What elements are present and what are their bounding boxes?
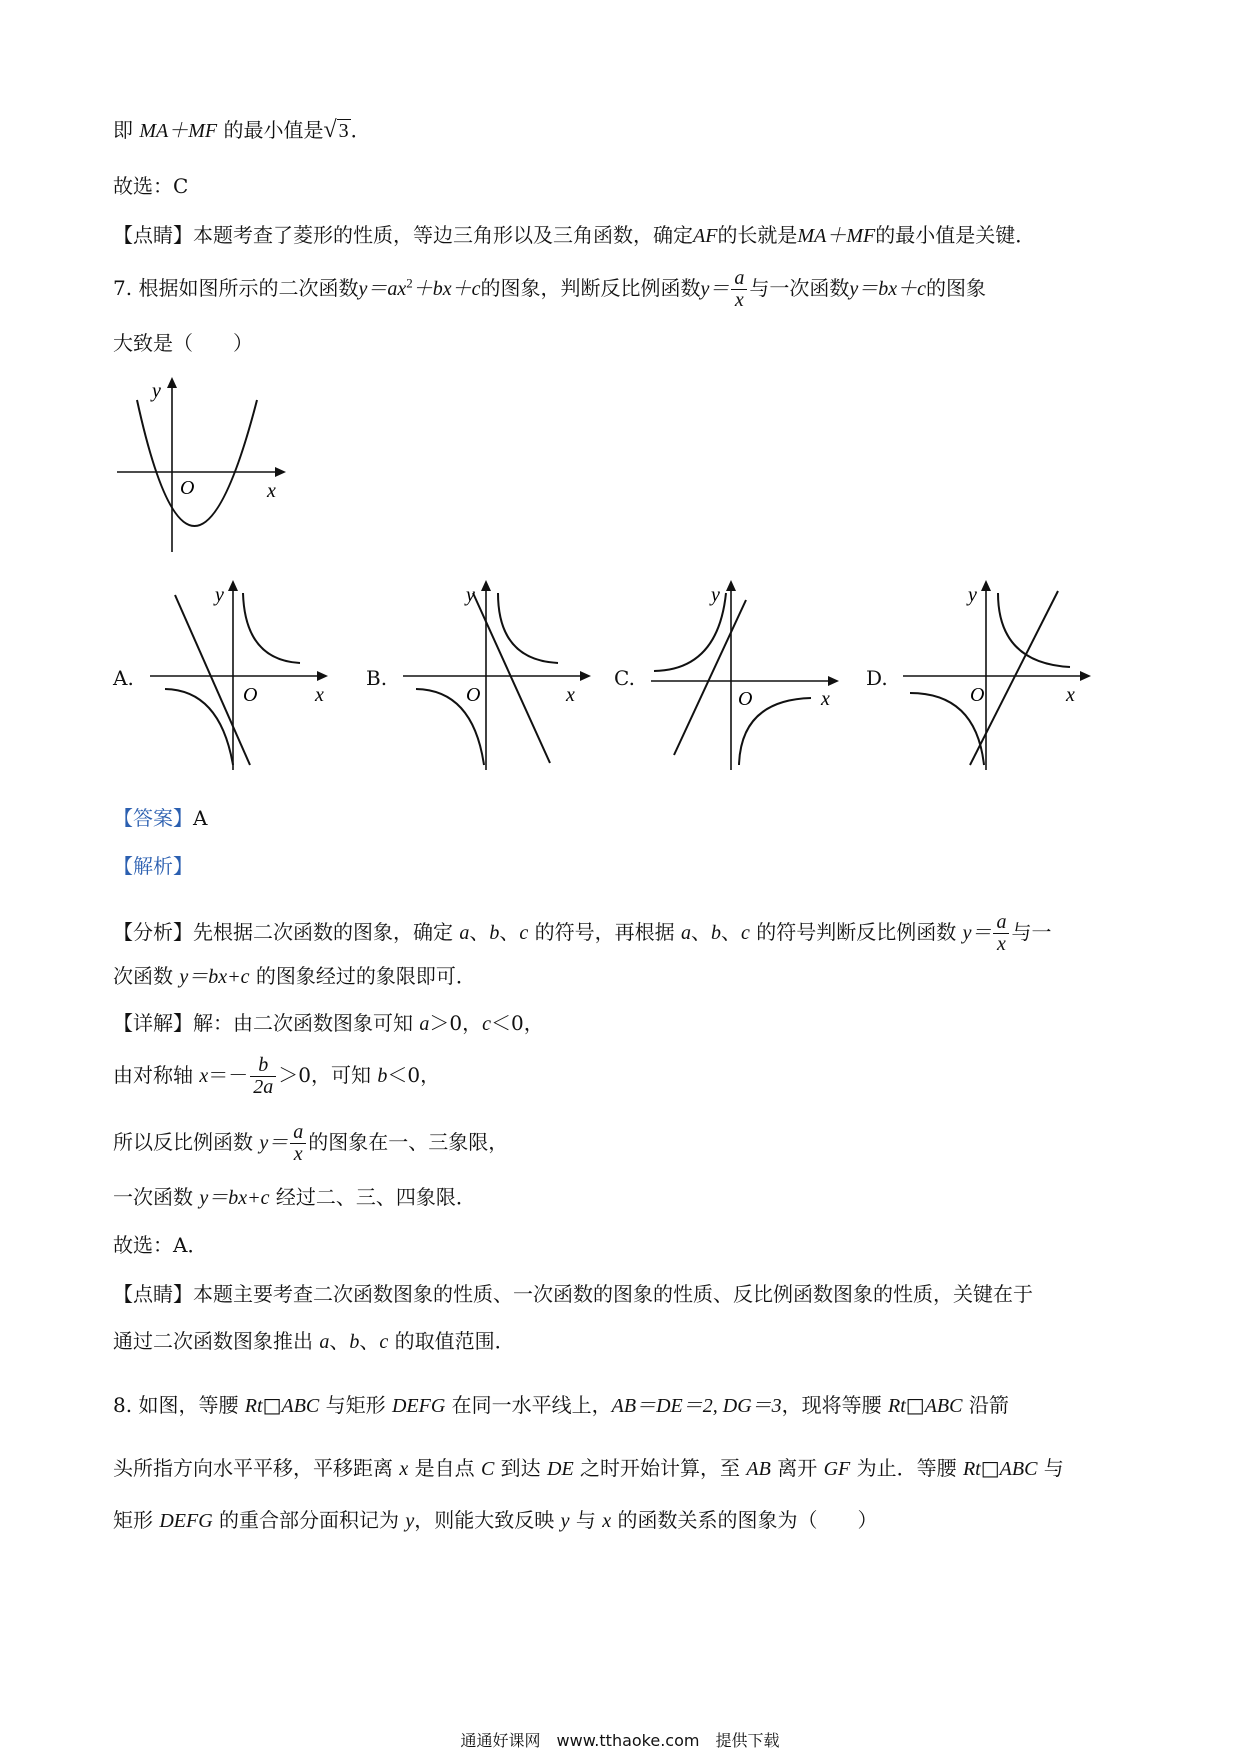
detail-line-2 bbox=[113, 1055, 440, 1098]
hyperbola-branch-1 bbox=[998, 593, 1070, 667]
option-c-label: C. bbox=[614, 666, 635, 690]
x-label: x bbox=[1066, 684, 1075, 706]
text: 与一次函数 bbox=[749, 276, 850, 300]
text: 【详解】解：由二次函数图象可知 bbox=[113, 1011, 420, 1035]
choose-line: 故选：A． bbox=[113, 1233, 208, 1257]
text: 的重合部分面积记为 bbox=[212, 1508, 406, 1532]
text: 的符号，再根据 bbox=[528, 920, 681, 944]
y-label: y bbox=[215, 584, 224, 606]
y-label: y bbox=[466, 584, 475, 606]
math-expr: y＝bx+c bbox=[199, 1187, 270, 1209]
text: 与 bbox=[569, 1508, 603, 1532]
option-c-graph bbox=[646, 575, 846, 775]
text: 7. 根据如图所示的二次函数 bbox=[113, 276, 359, 300]
detail-line-4 bbox=[113, 1187, 476, 1208]
y-label: y bbox=[968, 584, 977, 606]
text: 之时开始计算，至 bbox=[573, 1456, 747, 1480]
detail-line-3 bbox=[113, 1122, 508, 1165]
text: 的函数关系的图象为（ ） bbox=[611, 1508, 878, 1532]
linear-line bbox=[473, 593, 550, 763]
text: 的取值范围． bbox=[388, 1329, 515, 1353]
analysis-line-1 bbox=[113, 912, 1051, 955]
fraction bbox=[250, 1055, 276, 1098]
text: ＝－ bbox=[208, 1063, 249, 1087]
text: 的符号判断反比例函数 bbox=[749, 920, 963, 944]
math-expr: MA＋MF bbox=[139, 120, 218, 142]
text: 、 bbox=[469, 920, 490, 944]
math-expr: y＝bx+c bbox=[179, 966, 250, 988]
text: 的最小值是关键． bbox=[875, 223, 1036, 247]
var: y bbox=[405, 1510, 415, 1532]
x-label: x bbox=[821, 688, 830, 710]
page-footer: 通通好课网 www.tthaoke.com 提供下载 bbox=[460, 1731, 780, 1750]
text: 离开 bbox=[770, 1456, 824, 1480]
x-axis-arrow bbox=[317, 671, 328, 681]
fraction-den: 2a bbox=[253, 1076, 274, 1098]
text-line-3 bbox=[113, 225, 1035, 246]
text: 的图象在一、三象限， bbox=[308, 1130, 509, 1154]
math-expr: y＝ bbox=[259, 1132, 289, 1154]
y-axis-arrow bbox=[228, 580, 238, 591]
y-axis-arrow bbox=[481, 580, 491, 591]
text: 即 bbox=[113, 118, 140, 142]
math-expr: ＋bx＋c bbox=[412, 278, 481, 300]
text: 经过二、三、四象限． bbox=[269, 1185, 476, 1209]
math-expr: y＝ bbox=[700, 278, 730, 300]
y-label: y bbox=[152, 380, 161, 402]
option-d-graph bbox=[898, 575, 1098, 775]
summary-line-2 bbox=[113, 1331, 515, 1352]
text: 通过二次函数图象推出 bbox=[113, 1329, 320, 1353]
text: 一次函数 bbox=[113, 1185, 200, 1209]
x-axis-arrow bbox=[275, 467, 286, 477]
math-expr: GF bbox=[823, 1458, 851, 1480]
math-expr: Rt bbox=[888, 1395, 906, 1417]
sqrt-radicand: 3 bbox=[338, 120, 349, 142]
text: 的长就是 bbox=[717, 223, 798, 247]
text-line-2: 故选：C bbox=[113, 174, 189, 198]
text: 为止．等腰 bbox=[850, 1456, 963, 1480]
y-axis-arrow bbox=[981, 580, 991, 591]
text: ＜0， bbox=[490, 1011, 544, 1035]
var: c bbox=[379, 1331, 389, 1353]
fraction-den: x bbox=[293, 1143, 303, 1165]
linear-line bbox=[674, 600, 746, 755]
var: c bbox=[519, 922, 529, 944]
jiexi-label: 【解析】 bbox=[113, 854, 193, 878]
var: C bbox=[480, 1458, 495, 1480]
math-expr: ABC bbox=[924, 1395, 963, 1417]
answer-line bbox=[113, 808, 207, 828]
superscript: 2 bbox=[406, 275, 413, 291]
text: 与矩形 bbox=[319, 1393, 392, 1417]
text: ＞0，可知 bbox=[278, 1063, 378, 1087]
x-axis-arrow bbox=[580, 671, 591, 681]
y-label: y bbox=[711, 584, 720, 606]
x-axis-arrow bbox=[1080, 671, 1091, 681]
var: x bbox=[199, 1065, 209, 1087]
question-8-line-2 bbox=[113, 1458, 1064, 1479]
text: 矩形 bbox=[113, 1508, 160, 1532]
var: a bbox=[319, 1331, 330, 1353]
hyperbola-branch-1 bbox=[498, 593, 558, 663]
math-expr: AF bbox=[693, 225, 718, 247]
math-expr: ABC bbox=[281, 1395, 320, 1417]
var: c bbox=[482, 1013, 491, 1035]
var: x bbox=[399, 1458, 409, 1480]
x-axis-arrow bbox=[828, 676, 839, 686]
text: 次函数 bbox=[113, 964, 180, 988]
text: 8. 如图，等腰 bbox=[113, 1393, 245, 1417]
fraction-den: x bbox=[734, 289, 744, 311]
var: a bbox=[459, 922, 470, 944]
math-expr: DEFG bbox=[391, 1395, 446, 1417]
text: 的最小值是 bbox=[217, 118, 324, 142]
text: □ bbox=[980, 1456, 1000, 1480]
text: 、 bbox=[690, 920, 711, 944]
text: 、 bbox=[499, 920, 520, 944]
detail-line-1 bbox=[113, 1013, 544, 1034]
math-expr: y＝bx＋c bbox=[849, 278, 927, 300]
origin-label: O bbox=[970, 684, 985, 706]
var: b bbox=[377, 1065, 388, 1087]
linear-line bbox=[970, 591, 1058, 765]
math-expr: AB＝DE＝2, DG＝3 bbox=[611, 1395, 782, 1417]
sqrt-expr: √ 3 bbox=[323, 117, 349, 143]
analysis-line-2 bbox=[113, 966, 476, 987]
summary-line-1: 【点睛】本题主要考查二次函数图象的性质、一次函数的图象的性质、反比例函数图象的性质，关键在于 bbox=[113, 1282, 1033, 1306]
hyperbola-branch-2 bbox=[165, 689, 233, 765]
hyperbola-branch-1 bbox=[243, 593, 300, 663]
fraction bbox=[993, 912, 1009, 955]
linear-line bbox=[175, 595, 250, 765]
text: ，现将等腰 bbox=[781, 1393, 889, 1417]
text: 【分析】先根据二次函数的图象，确定 bbox=[113, 920, 460, 944]
text-line-1 bbox=[113, 118, 371, 142]
text: □ bbox=[905, 1393, 925, 1417]
math-expr: AB bbox=[746, 1458, 771, 1480]
text: 、 bbox=[329, 1329, 350, 1353]
answer-value: A bbox=[193, 806, 208, 830]
text: 沿箭 bbox=[962, 1393, 1009, 1417]
text: 【点睛】本题考查了菱形的性质，等边三角形以及三角函数，确定 bbox=[113, 223, 693, 247]
text: 的图象经过的象限即可． bbox=[249, 964, 476, 988]
math-expr: Rt bbox=[244, 1395, 263, 1417]
question-8-line-1 bbox=[113, 1395, 1009, 1416]
question-7-line-2: 大致是（ ） bbox=[113, 331, 253, 355]
text: 到达 bbox=[494, 1456, 548, 1480]
fraction-num: a bbox=[290, 1122, 306, 1144]
text: 由对称轴 bbox=[113, 1063, 200, 1087]
option-d-label: D. bbox=[866, 666, 888, 690]
x-label: x bbox=[267, 480, 276, 502]
text: 是自点 bbox=[408, 1456, 481, 1480]
y-axis-arrow bbox=[167, 377, 177, 388]
var: b bbox=[349, 1331, 360, 1353]
var: a bbox=[419, 1013, 430, 1035]
fraction bbox=[290, 1122, 306, 1165]
x-label: x bbox=[315, 684, 324, 706]
var: x bbox=[602, 1510, 612, 1532]
math-expr: ABC bbox=[999, 1458, 1038, 1480]
fraction-den: x bbox=[997, 933, 1006, 955]
math-expr: y＝ax bbox=[358, 278, 407, 300]
text: ＞0， bbox=[429, 1011, 483, 1035]
var: b bbox=[710, 922, 721, 944]
var: a bbox=[680, 922, 691, 944]
text: 的图象，判断反比例函数 bbox=[480, 276, 701, 300]
fraction bbox=[731, 268, 747, 311]
var: b bbox=[489, 922, 500, 944]
math-expr: DEFG bbox=[159, 1510, 213, 1532]
text: ＜0， bbox=[387, 1063, 441, 1087]
question-8-line-3 bbox=[113, 1510, 878, 1531]
text: 、 bbox=[359, 1329, 380, 1353]
text: □ bbox=[262, 1393, 282, 1417]
text: 在同一水平线上， bbox=[445, 1393, 612, 1417]
var: c bbox=[740, 922, 750, 944]
text: ，则能大致反映 bbox=[414, 1508, 561, 1532]
text: 与一 bbox=[1011, 920, 1052, 944]
fraction-num: a bbox=[993, 912, 1009, 934]
answer-label: 【答案】 bbox=[113, 806, 193, 830]
fraction-num: a bbox=[731, 268, 747, 290]
question-7-line-1 bbox=[113, 268, 986, 311]
text: 所以反比例函数 bbox=[113, 1130, 260, 1154]
text: 的图象 bbox=[926, 276, 987, 300]
text: 、 bbox=[720, 920, 741, 944]
text: 头所指方向水平平移，平移距离 bbox=[113, 1456, 400, 1480]
math-expr: MA＋MF bbox=[797, 225, 876, 247]
y-axis-arrow bbox=[726, 580, 736, 591]
math-expr: y＝ bbox=[962, 922, 992, 944]
origin-label: O bbox=[738, 688, 753, 710]
origin-label: O bbox=[466, 684, 481, 706]
option-b-graph bbox=[398, 575, 598, 775]
parabola-curve bbox=[137, 400, 257, 526]
fraction-num: b bbox=[250, 1055, 276, 1077]
text: 与 bbox=[1037, 1456, 1064, 1480]
x-label: x bbox=[566, 684, 575, 706]
var: y bbox=[560, 1510, 570, 1532]
origin-label: O bbox=[243, 684, 258, 706]
option-a-graph bbox=[145, 575, 335, 775]
parabola-figure bbox=[112, 372, 292, 562]
math-expr: Rt bbox=[962, 1458, 981, 1480]
text: ． bbox=[350, 118, 371, 142]
option-a-label: A. bbox=[113, 666, 134, 690]
math-expr: DE bbox=[547, 1458, 574, 1480]
origin-label: O bbox=[180, 477, 195, 499]
option-b-label: B. bbox=[366, 666, 388, 690]
